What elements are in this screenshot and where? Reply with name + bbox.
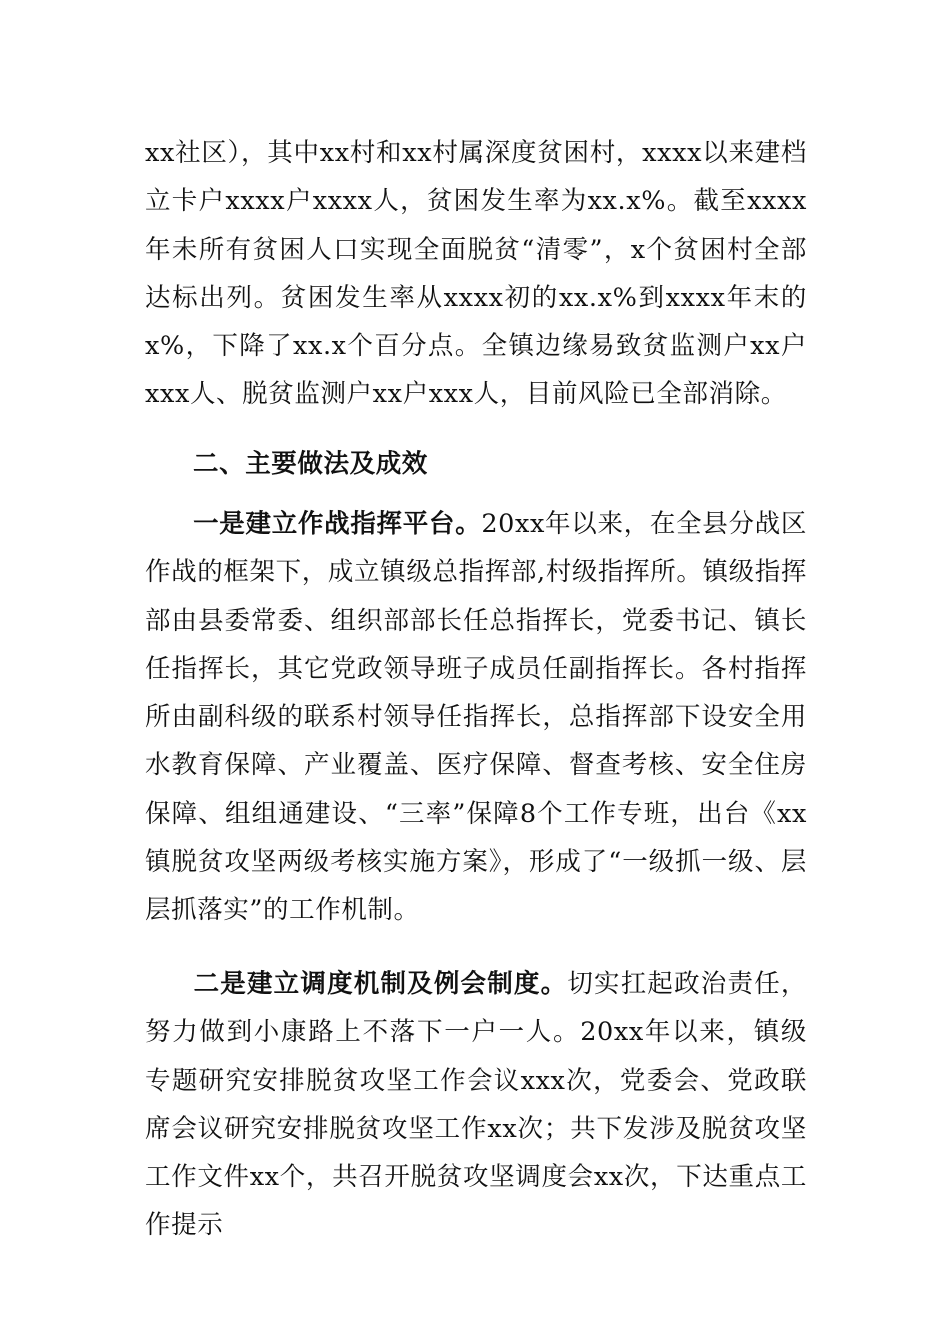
paragraph-1	[145, 500, 807, 935]
paragraph-2-lead: 二是建立调度机制及例会制度。	[193, 969, 568, 999]
intro-text: xx社区），其中xx村和xx村属深度贫困村，xxxx以来建档立卡户xxxx户xxxx人，贫困发生率为xx.x%。截至xxxx年未所有贫困人口实现全面脱贫“清零”，x个贫困村全部达标出列。贫困发生率从xxxx初的xx.x%到xxxx年末的x%，下降了xx.x个百分点。全镇边缘易致贫监测户xx户xxx人、脱贫监测户xx户xxx人，目前风险已全部消除。	[145, 138, 807, 410]
paragraph-1-body: 20xx年以来，在全县分战区作战的框架下，成立镇级总指挥部,村级指挥所。镇级指挥部由县委常委、组织部部长任总指挥长，党委书记、镇长任指挥长，其它党政领导班子成员任副指挥长。各村指挥所由副科级的联系村领导任指挥长，总指挥部下设安全用水教育保障、产业覆盖、医疗保障、督查考核、安全住房保障、组组通建设、“三率”保障8个工作专班，出台《xx镇脱贫攻坚两级考核实施方案》，形成了“一级抓一级、层层抓落实”的工作机制。	[145, 509, 807, 926]
paragraph-1-lead: 一是建立作战指挥平台。	[193, 509, 482, 539]
paragraph-2	[145, 960, 807, 1250]
section-heading: 二、主要做法及成效	[193, 449, 428, 479]
paragraph-2-body: 切实扛起政治责任，努力做到小康路上不落下一户一人。20xx年以来，镇级专题研究安排脱贫攻坚工作会议xxx次，党委会、党政联席会议研究安排脱贫攻坚工作xx次；共下发涉及脱贫攻坚工作文件xx个，共召开脱贫攻坚调度会xx次，下达重点工作提示	[145, 969, 807, 1241]
intro-paragraph	[145, 129, 807, 419]
